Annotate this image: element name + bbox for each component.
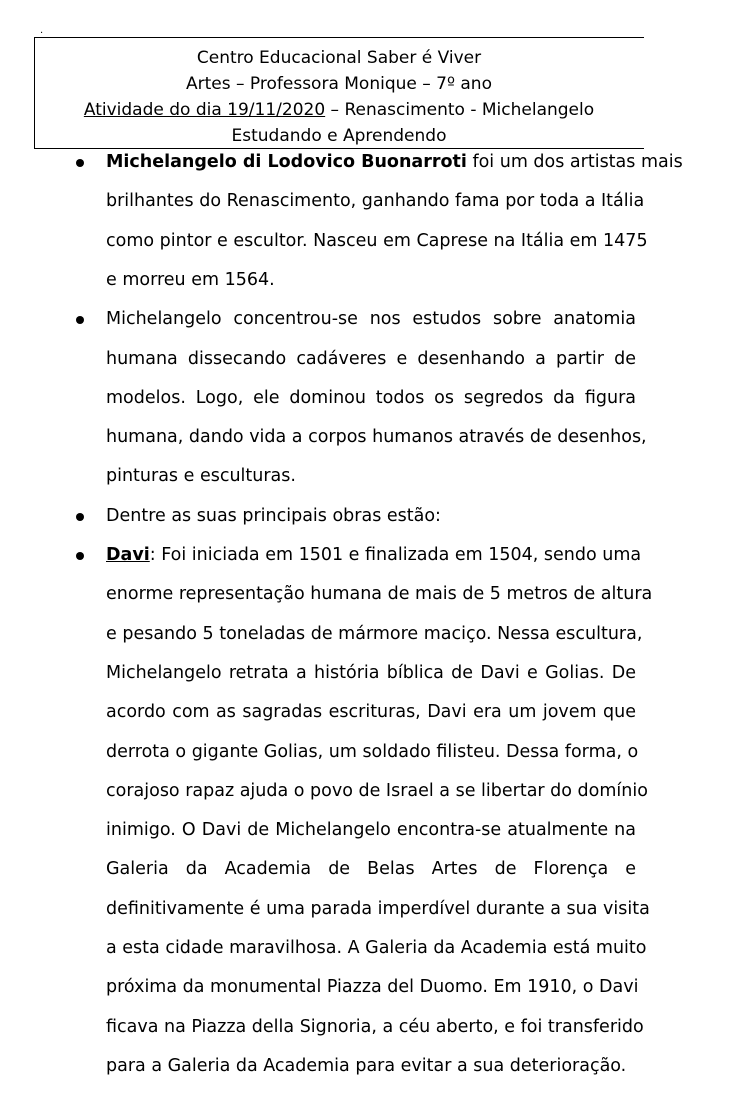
line-text: inimigo. O Davi de Michelangelo encontra-se atualmente na [106,820,636,841]
line-text: Michelangelo concentrou-se nos estudos sobre anatomia [106,309,636,330]
text-line [106,1047,636,1086]
text-line [106,968,639,1007]
text-line [106,536,642,575]
text-line [106,418,647,457]
line-text: humana dissecando cadáveres e desenhando a partir de [106,348,636,369]
text-line [106,379,636,418]
line-text: acordo com as sagradas escrituras, Davi era um jovem que [106,702,636,723]
line-text: e morreu em 1564. [106,269,275,290]
text-line [106,772,648,811]
line-text: Galeria da Academia de Belas Artes de Florença e [106,859,636,880]
text-line [106,222,648,261]
line-text: como pintor e escultor. Nasceu em Caprese na Itália em 1475 [106,230,648,251]
text-line [106,890,650,929]
line-text: ficava na Piazza della Signoria, a céu aberto, e foi transferido [106,1016,644,1037]
text-line [106,457,636,496]
bullet-icon [76,159,84,167]
subtitle: Estudando e Aprendendo [231,126,447,146]
line-text: para a Galeria da Academia para evitar a sua deterioração. [106,1055,627,1076]
text-line [106,575,653,614]
school-name: Centro Educacional Saber é Viver [196,48,482,68]
text-line [106,497,636,536]
artwork-title: Davi [106,545,150,565]
line-text: foi um dos artistas mais [466,152,683,172]
text-line [106,693,636,732]
line-text: : Foi iniciada em 1501 e finalizada em 1504, sendo uma [149,545,642,565]
text-line [106,261,636,300]
line-text: derrota o gigante Golias, um soldado filisteu. Dessa forma, o [106,741,639,762]
activity-date: Atividade do dia 19/11/2020 [83,100,326,120]
bullet-icon [76,552,84,560]
text-line [106,654,636,693]
text-line [106,929,647,968]
line-text: e pesando 5 toneladas de mármore maciço. Nessa escultura, [106,623,643,644]
stray-dot: . [40,25,44,36]
line-text: Dentre as suas principais obras estão: [106,505,441,526]
line-text: brilhantes do Renascimento, ganhando fama por toda a Itália [106,191,645,212]
bullet-icon [76,316,84,324]
activity-title [34,99,644,121]
line-text: corajoso rapaz ajuda o povo de Israel a se libertar do domínio [106,780,648,801]
text-line [106,340,636,379]
line-text: pinturas e esculturas. [106,466,296,487]
artist-name: Michelangelo di Lodovico Buonarroti [106,152,467,172]
activity-topic: – Renascimento - Michelangelo [325,100,595,120]
text-line [106,143,683,182]
line-text: definitivamente é uma parada imperdível durante a sua visita [106,898,650,919]
text-line [106,1008,644,1047]
line-text: humana, dando vida a corpos humanos através de desenhos, [106,427,647,448]
text-line [106,182,645,221]
line-text: modelos. Logo, ele dominou todos os segredos da figura [106,387,636,408]
line-text: Michelangelo retrata a história bíblica de Davi e Golias. De [106,662,636,683]
class-info: Artes – Professora Monique – 7º ano [186,74,492,94]
text-line [106,615,643,654]
line-text: próxima da monumental Piazza del Duomo. Em 1910, o Davi [106,977,639,998]
text-line [106,850,636,889]
text-line [106,811,636,850]
text-line [106,733,639,772]
text-line [106,300,636,339]
bullet-icon [76,513,84,521]
line-text: a esta cidade maravilhosa. A Galeria da Academia está muito [106,938,647,958]
line-text: enorme representação humana de mais de 5 metros de altura [106,584,653,605]
